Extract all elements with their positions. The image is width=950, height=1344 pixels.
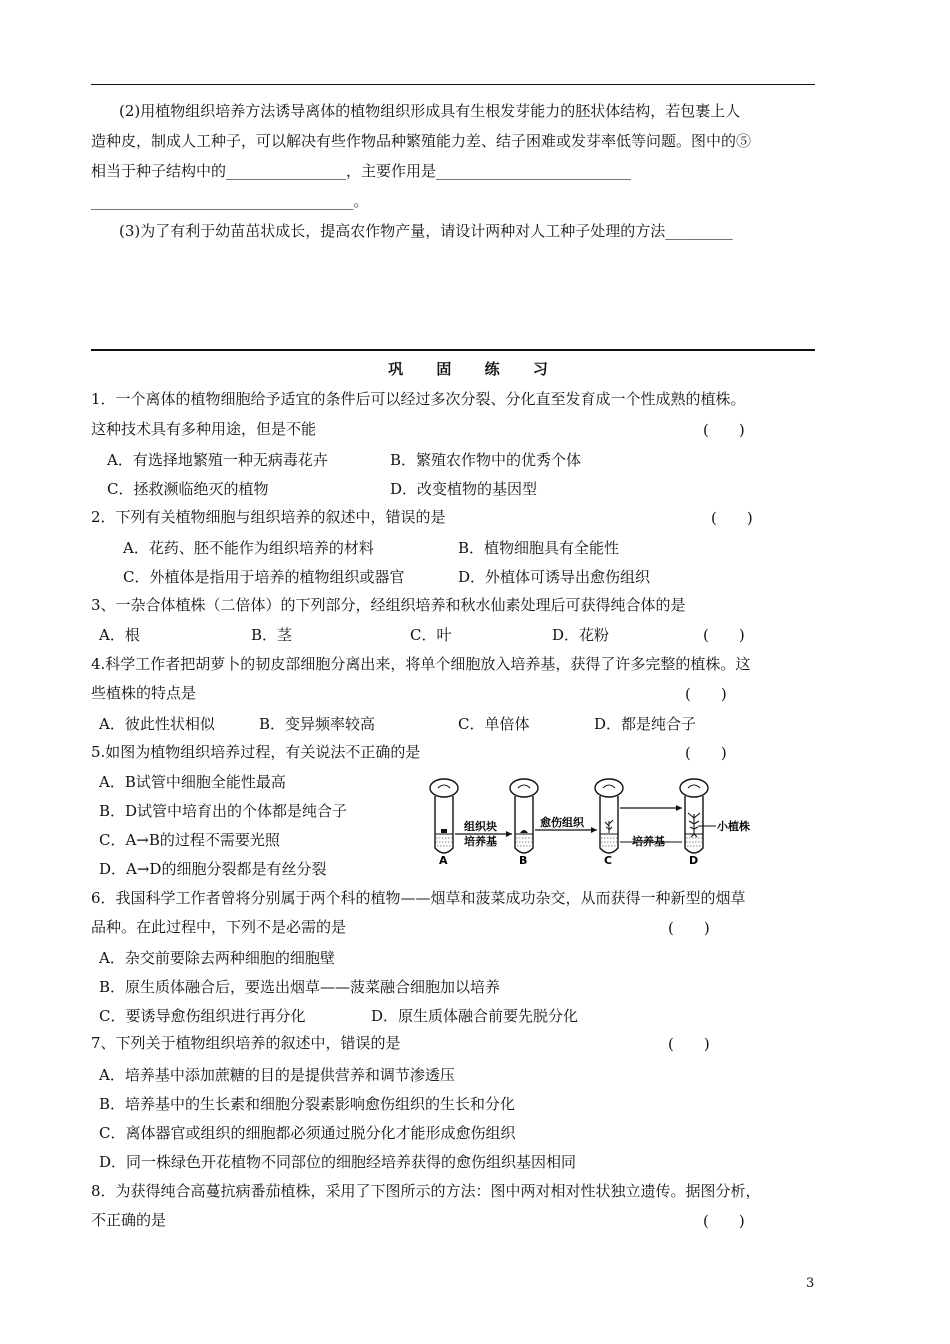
q1-stem-2: 这种技术具有多种用途，但是不能 [91,420,317,438]
q5-option-c: C．A→B的过程不需要光照 [99,831,280,849]
q6-stem-1: 6．我国科学工作者曾将分别属于两个科的植物——烟草和菠菜成功杂交，从而获得一种新型的烟草 [91,889,746,907]
q8-stem-2: 不正确的是 [91,1211,167,1229]
q3-option-c: C．叶 [410,626,452,644]
q5-option-d: D．A→D的细胞分裂都是有丝分裂 [99,860,327,878]
q1-stem-1: 1．一个离体的植物细胞给予适宜的条件后可以经过多次分裂、分化直至发育成一个性成熟的植株。 [91,390,746,408]
label-medium-1: 培养基 [464,835,497,848]
tube-label-c: C [604,854,613,866]
q3-stem-1: 3、一杂合体植株（二倍体）的下列部分，经组织培养和秋水仙素处理后可获得纯合体的是 [91,596,686,614]
q5-answer-paren: ( ) [685,744,727,762]
q1-option-a: A．有选择地繁殖一种无病毒花卉 [107,451,328,469]
q7-option-c: C．离体器官或组织的细胞都必须通过脱分化才能形成愈伤组织 [99,1124,516,1142]
q1-option-b: B．繁殖农作物中的优秀个体 [390,451,582,469]
q6-stem-2: 品种。在此过程中，下列不是必需的是 [91,918,347,936]
top-rule [91,84,815,85]
q2-stem-1: 2．下列有关植物细胞与组织培养的叙述中，错误的是 [91,508,446,526]
q1-option-d: D．改变植物的基因型 [390,480,538,498]
q2-line-4: ___________________________________。 [91,192,369,210]
q5-stem-1: 5.如图为植物组织培养过程，有关说法不正确的是 [91,743,421,761]
q2-line-1: (2)用植物组织培养方法诱导离体的植物组织形成具有生根发芽能力的胚状体结构，若包裹上人 [119,102,741,120]
section-rule [91,349,815,351]
q4-option-a: A．彼此性状相似 [99,715,215,733]
label-medium-2: 培养基 [632,835,665,848]
page-number: 3 [806,1276,815,1291]
q4-option-c: C．单倍体 [458,715,530,733]
label-tissue-block: 组织块 [464,820,497,833]
q7-option-a: A．培养基中添加蔗糖的目的是提供营养和调节渗透压 [99,1066,455,1084]
q3-option-a: A．根 [99,626,140,644]
q1-answer-paren: ( ) [703,421,745,439]
q2-line-3: 相当于种子结构中的________________，主要作用是__________________________ [91,162,632,180]
q5-option-a: A．B试管中细胞全能性最高 [99,773,286,791]
q3-option-d: D．花粉 [552,626,610,644]
q2-line-2: 造种皮，制成人工种子，可以解决有些作物品种繁殖能力差、结子困难或发芽率低等问题。图中的⑤ [91,132,752,150]
test-tube-a [430,779,458,853]
q7-answer-paren: ( ) [668,1035,710,1053]
q6-answer-paren: ( ) [668,919,710,937]
q6-option-a: A．杂交前要除去两种细胞的细胞壁 [99,949,335,967]
q6-option-c: C．要诱导愈伤组织进行再分化 [99,1007,306,1025]
test-tube-b [510,779,538,853]
q4-answer-paren: ( ) [685,685,727,703]
q4-stem-2: 些植株的特点是 [91,684,197,702]
tissue-culture-diagram [426,778,766,866]
test-tube-c [595,779,623,853]
q7-option-d: D．同一株绿色开花植物不同部位的细胞经培养获得的愈伤组织基因相同 [99,1153,577,1171]
q8-answer-paren: ( ) [703,1212,745,1230]
q5-option-b: B．D试管中培育出的个体都是纯合子 [99,802,348,820]
q1-option-c: C．拯救濒临绝灭的植物 [107,480,269,498]
arrow-c-to-d [620,805,682,811]
q8-stem-1: 8．为获得纯合高蔓抗病番茄植株，采用了下图所示的方法：图中两对相对性状独立遗传。据图分析， [91,1182,761,1200]
q4-option-b: B．变异频率较高 [259,715,376,733]
q2-option-b: B．植物细胞具有全能性 [458,539,620,557]
section-title: 巩 固 练 习 [388,360,562,378]
q4-option-d: D．都是纯合子 [594,715,697,733]
tube-label-b: B [519,854,528,866]
q2-option-a: A．花药、胚不能作为组织培养的材料 [123,539,374,557]
tube-label-d: D [689,854,699,866]
q4-stem-1: 4.科学工作者把胡萝卜的韧皮部细胞分离出来，将单个细胞放入培养基，获得了许多完整的植株。这 [91,655,751,673]
test-tube-d [680,779,708,853]
q7-stem-1: 7、下列关于植物组织培养的叙述中，错误的是 [91,1034,401,1052]
q3-answer-paren: ( ) [703,626,745,644]
q3-option-b: B．茎 [251,626,293,644]
q6-option-b: B．原生质体融合后，要选出烟草——菠菜融合细胞加以培养 [99,978,501,996]
q2-answer-paren: ( ) [711,509,753,527]
q7-option-b: B．培养基中的生长素和细胞分裂素影响愈伤组织的生长和分化 [99,1095,516,1113]
q3-line-1: (3)为了有利于幼苗茁状成长，提高农作物产量，请设计两种对人工种子处理的方法_________ [119,222,733,240]
q2-option-d: D．外植体可诱导出愈伤组织 [458,568,651,586]
q2-option-c: C．外植体是指用于培养的植物组织或器官 [123,568,405,586]
tube-label-a: A [439,854,448,866]
q6-option-d: D．原生质体融合前要先脱分化 [371,1007,579,1025]
label-callus: 愈伤组织 [540,816,584,829]
label-small-plant: 小植株 [717,820,750,833]
